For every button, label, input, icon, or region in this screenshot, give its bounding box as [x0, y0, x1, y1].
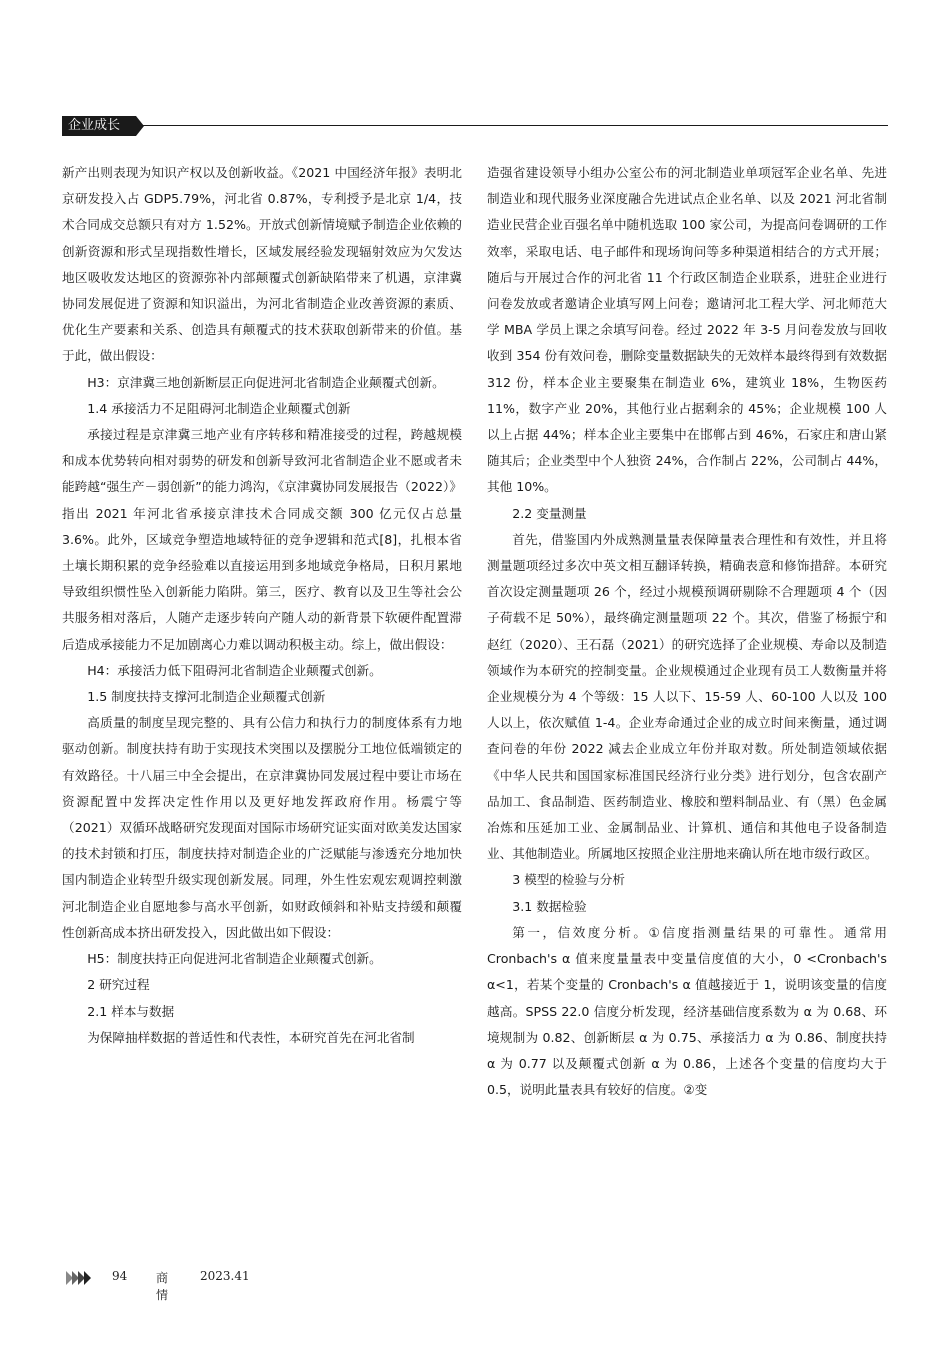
section-heading-1-4: 1.4 承接活力不足阻碍河北制造企业颠覆式创新 [87, 400, 351, 416]
paragraph: 为保障抽样数据的普适性和代表性，本研究首先在河北省制 [87, 1029, 415, 1045]
hypothesis-h4: H4：承接活力低下阻碍河北省制造企业颠覆式创新。 [87, 662, 382, 678]
paragraph: 高质量的制度呈现完整的、具有公信力和执行力的制度体系有力地驱动创新。制度扶持有助于实现技术突围以及摆脱分工地位低端锁定的有效路径。十八届三中全会提出，在京津冀协同发展过程中要让市场在资源配置中发挥决定性作用以及更好地发挥政府作用。杨震宁等（2021）双循环战略研究发现面对国际市场研究证实面对欧美发达国家的技术封锁和打压，制度扶持对制造企业的广泛赋能与渗透充分地加快国内制造企业转型升级实现创新发展。同理，外生性宏观宏观调控刺激河北制造企业自愿地参与高水平创新，如财政倾斜和补贴支持缓和颠覆性创新高成本挤出研发投入，因此做出如下假设： [62, 715, 462, 940]
paragraph: 新产出则表现为知识产权以及创新收益。《2021 中国经济年报》表明北京研发投入占 GDP5.79%，河北省 0.87%，专利授予是北京 1/4，技术合同成交总额只有对方 1.52%。开放式创新情境赋予制造企业依赖的创新资源和形式呈现指数性增长，区域发展经验发现辐射效应为欠发达地区吸收发达地区的资源弥补内部颠覆式创新缺陷带来了机遇，京津冀协同发展促进了资源和知识溢出，为河北省制造企业改善资源的素质、优化生产要素和关系、创造具有颠覆式的技术获取创新带来的价值。基于此，做出假设： [62, 165, 462, 364]
section-heading-2: 2 研究过程 [87, 977, 150, 993]
section-heading-3-1: 3.1 数据检验 [512, 898, 587, 914]
paragraph: 首先，借鉴国内外成熟测量量表保障量表合理性和有效性，并且将测量题项经过多次中英文相互翻译转换，精确表意和修饰措辞。本研究首次设定测量题项 26 个，经过小规模预调研剔除不合理题项 4 个（因子荷载不足 50%），最终确定测量题项 22 个。其次，借鉴了杨振宁和赵红（2020）、王石磊（2021）的研究选择了企业规模、寿命以及制造领域作为本研究的控制变量。企业规模通过企业现有员工人数衡量并将企业规模分为 4 个等级：15 人以下、15-59 人、60-100 人以及 100 人以上，依次赋值 1-4。企业寿命通过企业的成立时间来衡量，通过调查问卷的年份 2022 减去企业成立年份并取对数。所处制造领域依据《中华人民共和国国家标准国民经济行业分类》进行划分，包含农副产品加工、食品制造、医药制造业、橡胶和塑料制品业、有（黑）色金属冶炼和压延加工业、金属制品业、计算机、通信和其他电子设备制造业、其他制造业。所属地区按照企业注册地来确认所在地市级行政区。 [487, 531, 887, 862]
paragraph: 第一，信效度分析。①信度指测量结果的可靠性。通常用 Cronbach's α 值来度量量表中变量信度值的大小，0 <Cronbach's α<1，若某个变量的 Cronbach's α 值越接近于 1，说明该变量的信度越高。SPSS 22.0 信度分析发现，经济基础信度系数为 α 为 0.68、环境规制为 0.82、创新断层 α 为 0.75、承接活力 α 为 0.86、制度扶持 α 为 0.77 以及颠覆式创新 α 为 0.86，上述各个变量的信度均大于 0.5，说明此量表具有较好的信度。②变 [487, 924, 887, 1098]
page-number: 94 [112, 1269, 128, 1283]
issue-number: 2023.41 [200, 1269, 250, 1283]
journal-name: 商情 [156, 1271, 169, 1302]
hypothesis-h3: H3：京津冀三地创新断层正向促进河北省制造企业颠覆式创新。 [87, 374, 445, 390]
section-heading-2-1: 2.1 样本与数据 [87, 1003, 175, 1019]
section-heading-2-2: 2.2 变量测量 [512, 505, 587, 521]
paragraph: 承接过程是京津冀三地产业有序转移和精准接受的过程，跨越规模和成本优势转向相对弱势的研发和创新导致河北省制造企业不愿或者未能跨越“强生产－弱创新”的能力鸿沟，《京津冀协同发展报告（2022）》指出 2021 年河北省承接京津技术合同成交额 300 亿元仅占总量 3.6%。此外，区域竞争塑造地域特征的竞争逻辑和范式[8]，扎根本省土壤长期积累的竞争经验难以直接运用到多地域竞争格局，日积月累地导致组织惯性坠入创新能力陷阱。第三，医疗、教育以及卫生等社会公共服务相对落后，人随产走逐步转向产随人动的新背景下软硬件配置滞后造成承接能力不足加剧离心力难以调动积极主动。综上，做出假设： [62, 427, 462, 652]
section-heading-3: 3 模型的检验与分析 [512, 872, 625, 888]
header-rule [136, 125, 888, 126]
hypothesis-h5: H5：制度扶持正向促进河北省制造企业颠覆式创新。 [87, 951, 382, 967]
section-heading-1-5: 1.5 制度扶持支撑河北制造企业颠覆式创新 [87, 689, 326, 705]
section-label: 企业成长 [62, 116, 136, 136]
paragraph: 造强省建设领导小组办公室公布的河北制造业单项冠军企业名单、先进制造业和现代服务业深度融合先进试点企业名单、以及 2021 河北省制造业民营企业百强名单中随机选取 100 家公司，为提高问卷调研的工作效率，采取电话、电子邮件和现场询问等多种渠道相结合的方式开展；随后与开展过合作的河北省 11 个行政区制造企业联系，进驻企业进行问卷发放或者邀请企业填写网上问卷；邀请河北工程大学、河北师范大学 MBA 学员上课之余填写问卷。经过 2022 年 3-5 月问卷发放与回收收到 354 份有效问卷，删除变量数据缺失的无效样本最终得到有效数据 312 份，样本企业主要聚集在制造业 6%，建筑业 18%，生物医药 11%，数字产业 20%，其他行业占据剩余的 45%；企业规模 100 人以上占据 44%；样本企业主要集中在邯郸占到 46%，石家庄和唐山紧随其后；企业类型中个人独资 24%，合作制占 22%，公司制占 44%，其他 10%。 [487, 165, 887, 495]
footer-arrows-icon [66, 1271, 92, 1285]
section-label-arrow [136, 116, 144, 136]
section-header [62, 116, 888, 136]
right-column [487, 160, 887, 1103]
left-column [62, 160, 462, 1051]
